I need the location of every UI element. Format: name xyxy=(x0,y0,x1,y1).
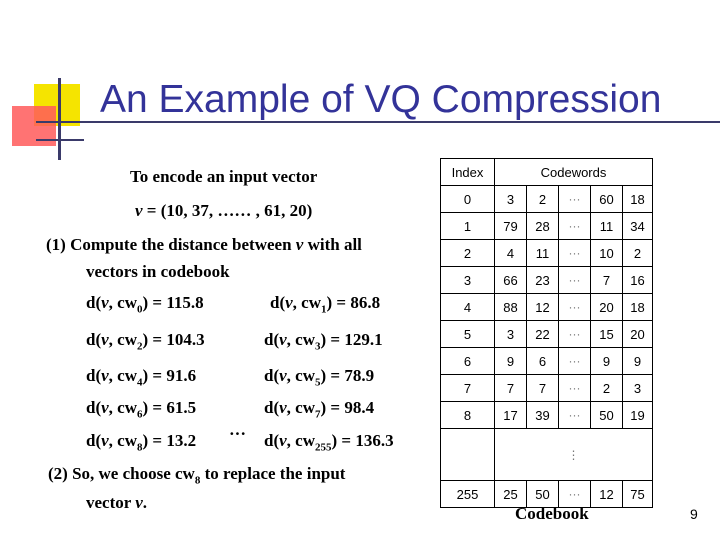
decor-vertical-line xyxy=(58,78,61,160)
ellipsis-cell: ··· xyxy=(559,402,591,429)
codeword-cell: 12 xyxy=(527,294,559,321)
codeword-cell: 7 xyxy=(495,375,527,402)
distance-cw0: d(v, $cw_0) = 115.8$ xyxy=(86,293,204,316)
codebook-row xyxy=(441,213,653,240)
codebook-row xyxy=(441,402,653,429)
step1-line2: vectors in codebook xyxy=(86,262,230,281)
ellipsis-cell: ··· xyxy=(559,348,591,375)
codebook-row xyxy=(441,240,653,267)
ellipsis-cell: ··· xyxy=(559,321,591,348)
step1-line1 xyxy=(46,235,362,255)
codeword-cell: 23 xyxy=(527,267,559,294)
index-cell: 3 xyxy=(441,267,495,294)
codeword-cell: 20 xyxy=(591,294,623,321)
codebook-row xyxy=(441,186,653,213)
codebook-table xyxy=(440,158,653,508)
ellipsis-cell: ··· xyxy=(559,213,591,240)
decor-short-line xyxy=(36,139,84,141)
codebook-caption: Codebook xyxy=(515,504,589,523)
page-number: 9 xyxy=(690,506,698,522)
codeword-cell: 12 xyxy=(591,481,623,508)
codeword-cell: 19 xyxy=(623,402,653,429)
codebook-vdots-row xyxy=(441,429,653,481)
ellipsis-cell: ··· xyxy=(559,294,591,321)
ellipsis-cell: ··· xyxy=(559,267,591,294)
ellipsis-cell: ··· xyxy=(559,240,591,267)
step1-text-a: (1) Compute the distance between xyxy=(46,235,296,254)
distance-cw8: d(v, $cw_8) = 13.2$ xyxy=(86,431,197,454)
ellipsis-cell: ··· xyxy=(559,186,591,213)
distance-cw1: d(v, $cw_1) = 86.8$ xyxy=(270,293,381,316)
input-vector xyxy=(135,201,312,221)
index-cell: 6 xyxy=(441,348,495,375)
codeword-cell: 7 xyxy=(591,267,623,294)
codeword-cell: 34 xyxy=(623,213,653,240)
intro-text: To encode an input vector xyxy=(130,167,318,186)
codeword-cell: 66 xyxy=(495,267,527,294)
distance-cw7: d(v, $cw_7) = 98.4$ xyxy=(264,398,375,421)
step2-line2: vector v. xyxy=(86,493,148,512)
index-cell: 7 xyxy=(441,375,495,402)
index-cell: 0 xyxy=(441,186,495,213)
distance-cw3: d(v, $cw_3) = 129.1$ xyxy=(264,330,383,353)
codebook-row xyxy=(441,294,653,321)
step2-line1: (2) So, we choose $cw_8$ to replace the input xyxy=(48,464,346,487)
codeword-cell: 15 xyxy=(591,321,623,348)
codeword-cell: 7 xyxy=(527,375,559,402)
codeword-cell: 79 xyxy=(495,213,527,240)
codeword-cell: 9 xyxy=(623,348,653,375)
codeword-cell: 4 xyxy=(495,240,527,267)
codeword-cell: 3 xyxy=(495,186,527,213)
codeword-cell: 50 xyxy=(591,402,623,429)
index-cell: 255 xyxy=(441,481,495,508)
codeword-cell: 3 xyxy=(623,375,653,402)
codeword-cell: 2 xyxy=(623,240,653,267)
codeword-cell: 2 xyxy=(527,186,559,213)
codeword-cell: 18 xyxy=(623,186,653,213)
vector-value: = (10, 37, …… , 61, 20) xyxy=(142,201,313,220)
codebook-header-row xyxy=(441,159,653,186)
codeword-cell: 11 xyxy=(591,213,623,240)
codeword-cell: 39 xyxy=(527,402,559,429)
index-cell: 5 xyxy=(441,321,495,348)
distance-cw255: d(v, $cw_{255}) = 136.3$ xyxy=(264,431,394,454)
codebook-row xyxy=(441,348,653,375)
distance-cw2: d(v, $cw_2) = 104.3$ xyxy=(86,330,205,353)
codeword-cell: 25 xyxy=(495,481,527,508)
codeword-cell: 88 xyxy=(495,294,527,321)
ellipsis-cell: ··· xyxy=(559,375,591,402)
codebook-row xyxy=(441,267,653,294)
codeword-cell: 11 xyxy=(527,240,559,267)
codeword-cell: 22 xyxy=(527,321,559,348)
index-cell: 4 xyxy=(441,294,495,321)
header-codewords: Codewords xyxy=(495,159,653,186)
codeword-cell: 16 xyxy=(623,267,653,294)
index-cell: 1 xyxy=(441,213,495,240)
codeword-cell: 50 xyxy=(527,481,559,508)
codeword-cell: 75 xyxy=(623,481,653,508)
codeword-cell: 18 xyxy=(623,294,653,321)
codeword-cell: 9 xyxy=(495,348,527,375)
codebook-row xyxy=(441,375,653,402)
codeword-cell: 3 xyxy=(495,321,527,348)
codebook-row xyxy=(441,321,653,348)
header-index: Index xyxy=(441,159,495,186)
codeword-cell: 9 xyxy=(591,348,623,375)
slide-title: An Example of VQ Compression xyxy=(100,78,662,121)
index-cell: 8 xyxy=(441,402,495,429)
codeword-cell: 60 xyxy=(591,186,623,213)
codeword-cell: 6 xyxy=(527,348,559,375)
index-cell: 2 xyxy=(441,240,495,267)
distance-ellipsis: ··· xyxy=(229,424,247,443)
distance-cw5: d(v, $cw_5) = 78.9$ xyxy=(264,366,375,389)
codeword-cell: 20 xyxy=(623,321,653,348)
distance-cw6: d(v, $cw_6) = 61.5$ xyxy=(86,398,197,421)
codeword-cell: 28 xyxy=(527,213,559,240)
codeword-cell: 10 xyxy=(591,240,623,267)
vector-symbol: v xyxy=(135,201,143,220)
distance-cw4: d(v, $cw_4) = 91.6$ xyxy=(86,366,197,389)
step1-text-b: with all xyxy=(303,235,362,254)
vertical-ellipsis: ⋮ xyxy=(495,429,653,481)
ellipsis-cell: ··· xyxy=(559,481,591,508)
codeword-cell: 2 xyxy=(591,375,623,402)
codeword-cell: 17 xyxy=(495,402,527,429)
step1-v: v xyxy=(295,235,304,254)
